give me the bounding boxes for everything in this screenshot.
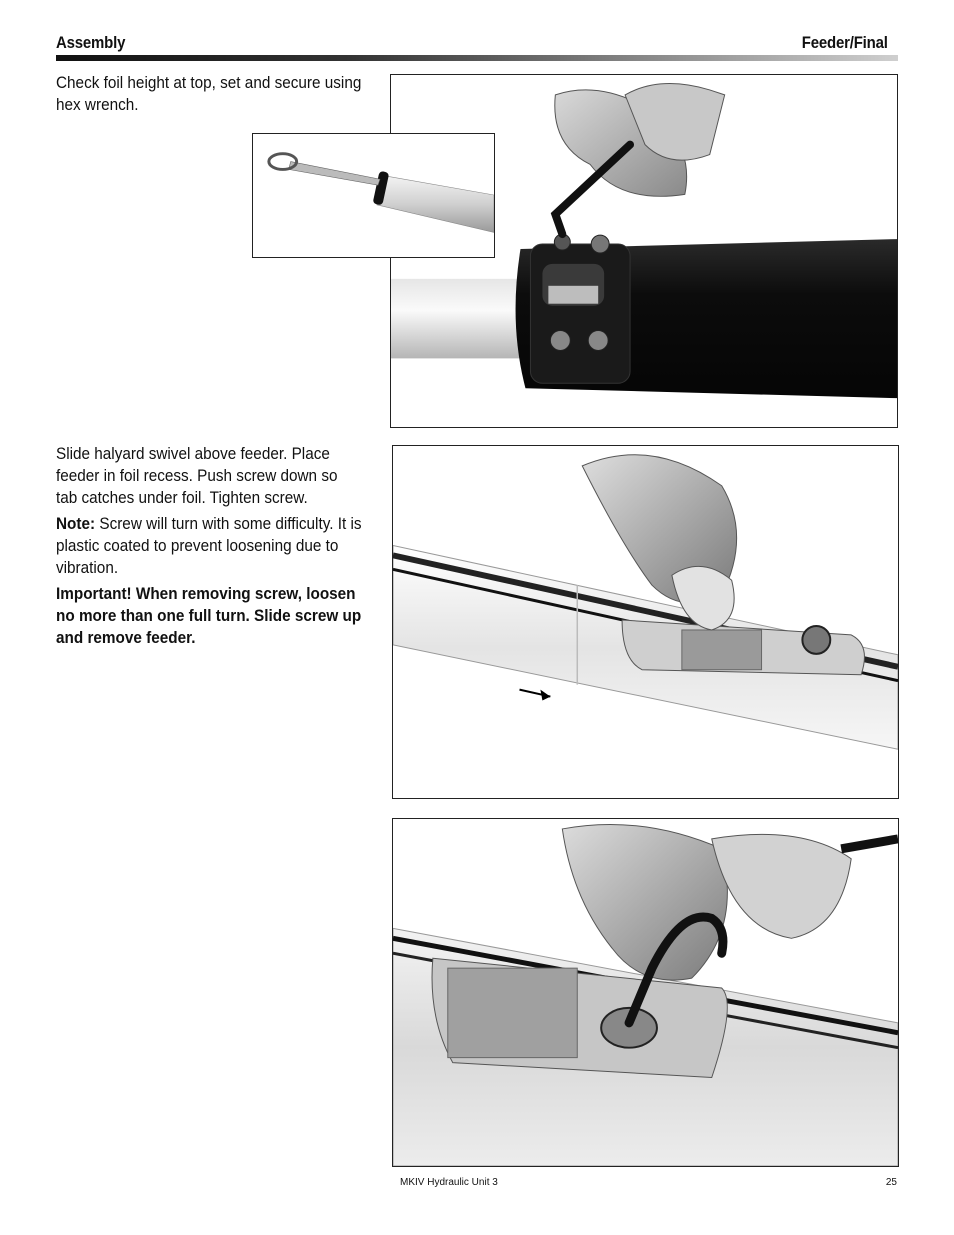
section-title: Assembly bbox=[56, 33, 126, 52]
note-text: Screw will turn with some difficulty. It is plastic coated to prevent loosening due to vibration. bbox=[56, 514, 362, 577]
step2-text: Slide halyard swivel above feeder. Place feeder in foil recess. Push screw down so tab catches under foil. Tighten screw. bbox=[56, 444, 338, 507]
important-warning: Important! When removing screw, loosen no more than one full turn. Slide screw up and remove feeder. bbox=[56, 584, 362, 647]
photo-tighten-screw bbox=[392, 818, 899, 1167]
footer-manual-title: MKIV Hydraulic Unit 3 bbox=[400, 1177, 498, 1188]
screw-tightening-illustration bbox=[393, 819, 898, 1166]
feeder-placement-illustration bbox=[393, 446, 898, 798]
note-label: Note: bbox=[56, 514, 96, 533]
inset-swivel-photo bbox=[252, 133, 495, 258]
topic-title: Feeder/Final bbox=[801, 33, 888, 52]
photo-place-feeder bbox=[392, 445, 899, 799]
swivel-illustration bbox=[253, 134, 494, 257]
page-number: 25 bbox=[885, 1177, 897, 1188]
step1-text: Check foil height at top, set and secure using hex wrench. bbox=[56, 73, 362, 114]
header-rule bbox=[56, 55, 898, 61]
step2-note bbox=[56, 513, 362, 579]
